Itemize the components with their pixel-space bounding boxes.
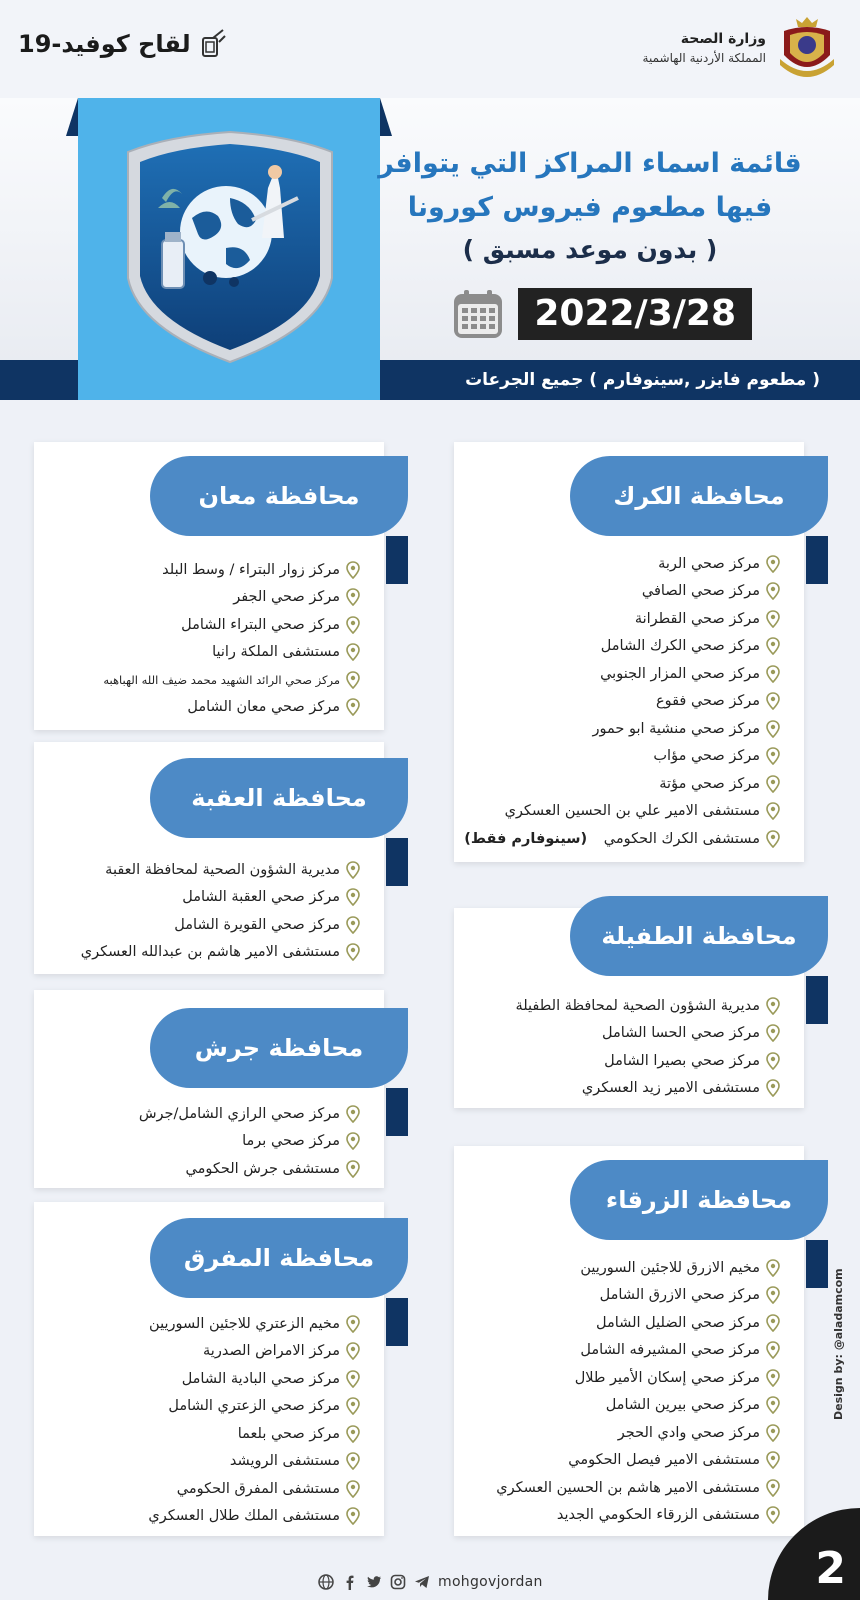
pin-icon bbox=[766, 802, 780, 820]
list-item bbox=[496, 1282, 780, 1310]
pin-icon bbox=[346, 1160, 360, 1178]
card-item-list bbox=[148, 1310, 360, 1530]
pin-icon bbox=[766, 830, 780, 848]
card-maan bbox=[34, 442, 384, 730]
pin-icon bbox=[346, 1507, 360, 1525]
list-item bbox=[81, 884, 360, 912]
card-header-tab bbox=[386, 1088, 408, 1136]
list-item-label: مستشفى الملكة رانيا bbox=[212, 644, 340, 661]
list-item-label: مركز صحي الجفر bbox=[233, 589, 340, 606]
list-item-label: مستشفى الرويشد bbox=[229, 1453, 340, 1470]
list-item-label: مركز صحي العقبة الشامل bbox=[182, 889, 340, 906]
page-number: 2 bbox=[815, 1543, 846, 1594]
list-item-label: مركز صحي الكرك الشامل bbox=[600, 638, 760, 655]
pin-icon bbox=[766, 637, 780, 655]
facebook-icon[interactable] bbox=[342, 1574, 358, 1590]
globe-icon[interactable] bbox=[318, 1574, 334, 1590]
list-item-label: مستشفى الامير علي بن الحسين العسكري bbox=[504, 803, 760, 820]
ministry-name: وزارة الصحة bbox=[680, 31, 766, 47]
list-item-label: مركز صحي المشيرفه الشامل bbox=[580, 1342, 760, 1359]
card-header-tab bbox=[806, 1240, 828, 1288]
list-item bbox=[515, 1047, 780, 1075]
pin-icon bbox=[346, 1480, 360, 1498]
list-item-label: مركز الامراض الصدرية bbox=[203, 1343, 340, 1360]
card-title: محافظة العقبة bbox=[150, 758, 408, 838]
pin-icon bbox=[766, 775, 780, 793]
pin-icon bbox=[346, 888, 360, 906]
pin-icon bbox=[346, 616, 360, 634]
list-item bbox=[496, 1419, 780, 1447]
pin-icon bbox=[766, 997, 780, 1015]
list-item bbox=[464, 660, 780, 688]
social-footer bbox=[318, 1574, 543, 1590]
card-header bbox=[150, 758, 408, 838]
list-item bbox=[496, 1364, 780, 1392]
list-item bbox=[515, 1020, 780, 1048]
list-item-label: مستشفى المفرق الحكومي bbox=[176, 1480, 340, 1497]
list-item bbox=[139, 1100, 360, 1128]
campaign-title-group bbox=[18, 28, 227, 60]
list-item bbox=[148, 1420, 360, 1448]
telegram-icon[interactable] bbox=[414, 1574, 430, 1590]
list-item-label: مركز صحي مؤاب bbox=[653, 748, 760, 765]
list-item-label: مستشفى جرش الحكومي bbox=[185, 1160, 340, 1177]
list-item-label: مركز صحي القطرانة bbox=[634, 610, 760, 627]
list-item-label: مركز صحي إسكان الأمير طلال bbox=[574, 1369, 760, 1386]
card-karak bbox=[454, 442, 804, 862]
card-header-tab bbox=[386, 1298, 408, 1346]
pin-icon bbox=[766, 1451, 780, 1469]
instagram-icon[interactable] bbox=[390, 1574, 406, 1590]
pin-icon bbox=[766, 555, 780, 573]
pin-icon bbox=[766, 1052, 780, 1070]
pin-icon bbox=[766, 610, 780, 628]
pin-icon bbox=[346, 1452, 360, 1470]
list-item bbox=[103, 611, 360, 639]
pin-icon bbox=[766, 720, 780, 738]
list-item-label: مستشفى الامير زيد العسكري bbox=[581, 1080, 760, 1097]
vaccine-types-label: ( مطعوم فايزر ,سينوفارم ) جميع الجرعات bbox=[465, 370, 820, 390]
pin-icon bbox=[346, 698, 360, 716]
list-item bbox=[103, 556, 360, 584]
list-item bbox=[464, 550, 780, 578]
list-item bbox=[103, 639, 360, 667]
card-item-list bbox=[464, 550, 780, 853]
list-item-label: مركز صحي الازرق الشامل bbox=[599, 1287, 760, 1304]
list-item bbox=[81, 856, 360, 884]
card-title: محافظة المفرق bbox=[150, 1218, 408, 1298]
pin-icon bbox=[346, 1342, 360, 1360]
list-item-label: مركز صحي وادي الحجر bbox=[617, 1424, 760, 1441]
card-jerash bbox=[34, 990, 384, 1188]
list-item bbox=[464, 633, 780, 661]
list-item bbox=[515, 992, 780, 1020]
list-item-label: مستشفى الملك طلال العسكري bbox=[148, 1508, 340, 1525]
list-item bbox=[148, 1365, 360, 1393]
list-item bbox=[464, 743, 780, 771]
pin-icon bbox=[346, 1397, 360, 1415]
pin-icon bbox=[346, 943, 360, 961]
card-tafilah bbox=[454, 908, 804, 1108]
headline-line-1: قائمة اسماء المراكز التي يتوافر bbox=[378, 148, 802, 179]
list-item-label: مستشفى الامير هاشم بن عبدالله العسكري bbox=[80, 944, 340, 961]
headline-line-3: ( بدون موعد مسبق ) bbox=[462, 235, 718, 264]
pin-icon bbox=[766, 1506, 780, 1524]
pin-icon bbox=[766, 1079, 780, 1097]
list-item bbox=[496, 1502, 780, 1530]
list-item bbox=[464, 688, 780, 716]
list-item-label: مركز صحي برما bbox=[242, 1133, 340, 1150]
pin-icon bbox=[766, 1424, 780, 1442]
list-item-label: مخيم الازرق للاجئين السوريين bbox=[580, 1259, 760, 1276]
pin-icon bbox=[766, 692, 780, 710]
list-item-label: مركز صحي البادية الشامل bbox=[181, 1370, 340, 1387]
list-item-label: مركز صحي الرائد الشهيد محمد ضيف الله الهباهبه bbox=[103, 672, 340, 687]
card-item-list bbox=[103, 556, 360, 721]
card-header-tab bbox=[386, 838, 408, 886]
list-item-label: مركز صحي الصافي bbox=[641, 583, 760, 600]
hero-headline bbox=[370, 142, 810, 270]
syringe-icon bbox=[199, 28, 227, 60]
list-item-label: مركز صحي الضليل الشامل bbox=[596, 1314, 760, 1331]
list-item bbox=[103, 584, 360, 612]
card-item-list bbox=[496, 1254, 780, 1529]
list-item bbox=[464, 798, 780, 826]
card-title: محافظة معان bbox=[150, 456, 408, 536]
card-item-list bbox=[139, 1100, 360, 1183]
card-title: محافظة جرش bbox=[150, 1008, 408, 1088]
list-item bbox=[464, 825, 780, 853]
pin-icon bbox=[346, 1315, 360, 1333]
card-header bbox=[570, 456, 828, 536]
pin-icon bbox=[766, 1369, 780, 1387]
list-item bbox=[148, 1448, 360, 1476]
list-item bbox=[464, 715, 780, 743]
list-item bbox=[148, 1338, 360, 1366]
list-item-note: (سينوفارم فقط) bbox=[464, 830, 588, 847]
pin-icon bbox=[766, 1341, 780, 1359]
list-item bbox=[496, 1474, 780, 1502]
list-item bbox=[464, 605, 780, 633]
list-item-label: مركز زوار البتراء / وسط البلد bbox=[162, 561, 340, 578]
pin-icon bbox=[346, 643, 360, 661]
card-header bbox=[570, 896, 828, 976]
list-item bbox=[81, 939, 360, 967]
list-item bbox=[148, 1310, 360, 1338]
headline-line-2: فيها مطعوم فيروس كورونا bbox=[407, 192, 773, 223]
twitter-icon[interactable] bbox=[366, 1574, 382, 1590]
list-item-label: مديرية الشؤون الصحية لمحافظة العقبة bbox=[105, 861, 340, 878]
pin-icon bbox=[346, 1132, 360, 1150]
card-header bbox=[150, 1008, 408, 1088]
card-header bbox=[570, 1160, 828, 1240]
card-title: محافظة الزرقاء bbox=[570, 1160, 828, 1240]
list-item-label: مخيم الزعتري للاجئين السوريين bbox=[149, 1315, 340, 1332]
list-item bbox=[464, 770, 780, 798]
pin-icon bbox=[346, 1370, 360, 1388]
pin-icon bbox=[766, 747, 780, 765]
pin-icon bbox=[766, 582, 780, 600]
ministry-brand bbox=[643, 8, 838, 88]
list-item bbox=[148, 1475, 360, 1503]
list-item bbox=[139, 1155, 360, 1183]
list-item bbox=[81, 911, 360, 939]
list-item-label: مركز صحي فقوع bbox=[655, 693, 760, 710]
pin-icon bbox=[766, 1259, 780, 1277]
list-item bbox=[496, 1309, 780, 1337]
list-item bbox=[496, 1392, 780, 1420]
card-item-list bbox=[81, 856, 360, 966]
ministry-subtitle: المملكة الأردنية الهاشمية bbox=[642, 51, 766, 65]
hero-fold-right bbox=[380, 98, 392, 136]
list-item-label: مركز صحي مؤتة bbox=[659, 775, 760, 792]
list-item bbox=[148, 1503, 360, 1531]
card-aqaba bbox=[34, 742, 384, 974]
campaign-title: لقاح كوفيد-19 bbox=[18, 30, 191, 58]
pin-icon bbox=[346, 671, 360, 689]
date-badge: 2022/3/28 bbox=[518, 288, 752, 340]
list-item-label: مركز صحي معان الشامل bbox=[187, 699, 340, 716]
list-item bbox=[139, 1128, 360, 1156]
list-item bbox=[496, 1337, 780, 1365]
pin-icon bbox=[766, 665, 780, 683]
pin-icon bbox=[346, 1105, 360, 1123]
card-mafraq bbox=[34, 1202, 384, 1536]
ministry-text bbox=[643, 31, 766, 65]
list-item-label: مركز صحي المزار الجنوبي bbox=[600, 665, 760, 682]
pin-icon bbox=[766, 1396, 780, 1414]
pin-icon bbox=[766, 1314, 780, 1332]
card-item-list bbox=[515, 992, 780, 1102]
card-title: محافظة الطفيلة bbox=[570, 896, 828, 976]
calendar-icon bbox=[452, 288, 504, 340]
list-item bbox=[515, 1075, 780, 1103]
pin-icon bbox=[346, 1425, 360, 1443]
pin-icon bbox=[346, 561, 360, 579]
globe-icon bbox=[180, 186, 272, 278]
list-item bbox=[464, 578, 780, 606]
list-item-label: مركز صحي منشية ابو حمور bbox=[592, 720, 760, 737]
list-item-label: مركز صحي الربة bbox=[658, 555, 760, 572]
card-header-tab bbox=[806, 536, 828, 584]
shield-illustration bbox=[122, 128, 338, 366]
list-item-label: مركز صحي الزعتري الشامل bbox=[168, 1398, 340, 1415]
list-item bbox=[103, 694, 360, 722]
pin-icon bbox=[346, 588, 360, 606]
list-item-label: مديرية الشؤون الصحية لمحافظة الطفيلة bbox=[515, 997, 760, 1014]
list-item-label: مركز صحي بيرين الشامل bbox=[605, 1397, 760, 1414]
list-item-label: مستشفى الكرك الحكومي bbox=[603, 830, 760, 847]
social-handle[interactable]: mohgovjordan bbox=[438, 1574, 543, 1590]
pin-icon bbox=[766, 1024, 780, 1042]
list-item-label: مركز صحي الرازي الشامل/جرش bbox=[138, 1105, 340, 1122]
list-item-label: مركز صحي بلعما bbox=[237, 1425, 340, 1442]
list-item bbox=[496, 1254, 780, 1282]
date-row bbox=[452, 288, 752, 340]
list-item-label: مركز صحي الحسا الشامل bbox=[602, 1025, 760, 1042]
list-item-label: مستشفى الامير فيصل الحكومي bbox=[568, 1452, 760, 1469]
card-header-tab bbox=[386, 536, 408, 584]
pin-icon bbox=[766, 1479, 780, 1497]
card-zarqa bbox=[454, 1146, 804, 1536]
pin-icon bbox=[766, 1286, 780, 1304]
list-item-label: مستشفى الامير هاشم بن الحسين العسكري bbox=[496, 1479, 760, 1496]
card-header-tab bbox=[806, 976, 828, 1024]
card-header bbox=[150, 456, 408, 536]
emblem-icon bbox=[776, 13, 838, 83]
list-item bbox=[103, 666, 360, 694]
card-title: محافظة الكرك bbox=[570, 456, 828, 536]
card-header bbox=[150, 1218, 408, 1298]
pin-icon bbox=[346, 861, 360, 879]
pin-icon bbox=[346, 916, 360, 934]
list-item bbox=[496, 1447, 780, 1475]
list-item bbox=[148, 1393, 360, 1421]
list-item-label: مركز صحي البتراء الشامل bbox=[181, 616, 340, 633]
list-item-label: مستشفى الزرقاء الحكومي الجديد bbox=[556, 1507, 760, 1524]
top-bar bbox=[0, 0, 860, 98]
design-credit: Design by: @aladamcom bbox=[832, 1268, 845, 1420]
list-item-label: مركز صحي القويرة الشامل bbox=[174, 916, 340, 933]
hero-fold-left bbox=[66, 98, 78, 136]
list-item-label: مركز صحي بصيرا الشامل bbox=[604, 1052, 760, 1069]
